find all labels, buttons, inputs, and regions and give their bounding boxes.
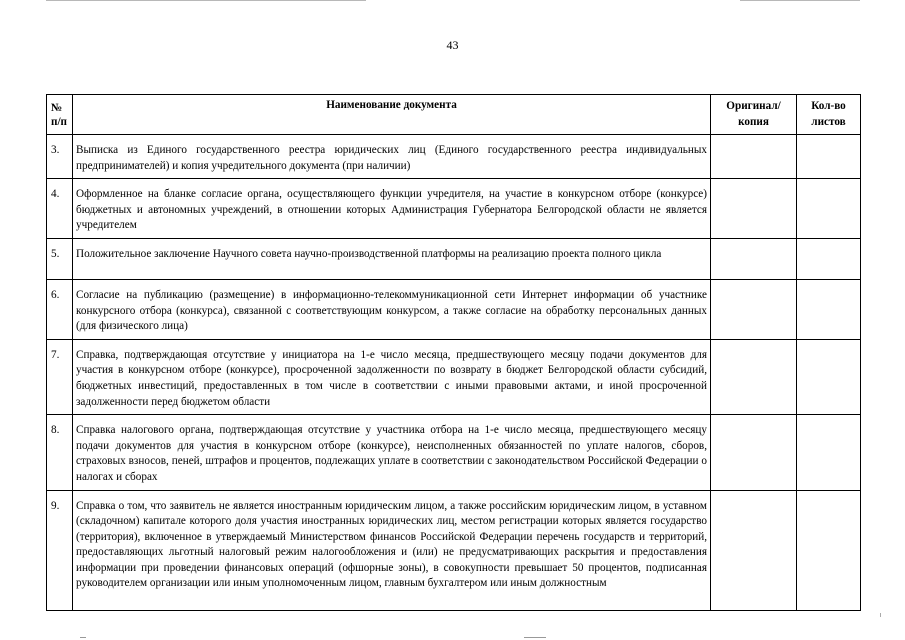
- documents-table: [46, 94, 861, 611]
- table-row: [47, 279, 861, 339]
- page-number: 43: [446, 38, 459, 52]
- table-row: [47, 135, 861, 179]
- row-num: 5.: [47, 238, 73, 279]
- header-original: [711, 95, 797, 135]
- table-row: [47, 339, 861, 414]
- row-count-cell: [797, 490, 861, 610]
- row-original-cell: [711, 135, 797, 179]
- row-original-cell: [711, 238, 797, 279]
- bottom-mark-center: [524, 637, 546, 638]
- row-count-cell: [797, 135, 861, 179]
- top-rule-right: [740, 0, 860, 1]
- row-document-name: Выписка из Единого государственного реестра юридических лиц (Единого государственного реестра индивидуальных предпринимателей) и копия учредительного документа (при наличии): [73, 135, 711, 179]
- table-row: [47, 238, 861, 279]
- row-original-cell: [711, 279, 797, 339]
- row-document-name: Справка, подтверждающая отсутствие у инициатора на 1-е число месяца, предшествующего месяцу подачи документов для участия в конкурсном отборе (конкурсе), просроченной задолженности по возврату в бюджет Белгородской области субсидий, бюджетных инвестиций, предоставленных в том числе в соответствии с иными правовыми актами, и иной просроченной задолженности перед бюджетом области: [73, 339, 711, 414]
- row-num: 4.: [47, 179, 73, 239]
- header-name: [73, 95, 711, 135]
- row-document-name: Справка о том, что заявитель не является иностранным юридическим лицом, а также российским юридическим лицом, в уставном (складочном) капитале которого доля участия иностранных юридических лиц, местом регистрации которых является государство (территория), включенное в утверждаемый Министерством финансов Российской Федерации перечень государств и территорий, предоставляющих льготный налоговый режим налогообложения и (или) не предусматривающих раскрытия и предоставления информации при проведении финансовых операций (офшорные зоны), в совокупности превышает 50 процентов, подписанная руководителем организации или иным уполномоченным лицом, главным бухгалтером или иным должностным: [73, 490, 711, 610]
- row-document-name: Положительное заключение Научного совета научно-производственной платформы на реализацию проекта полного цикла: [73, 238, 711, 279]
- header-num: [47, 95, 73, 135]
- header-original-label: Оригинал/ копия: [726, 99, 781, 128]
- row-num: 6.: [47, 279, 73, 339]
- header-num-label: № п/п: [51, 101, 68, 128]
- side-mark: [880, 613, 881, 617]
- row-num: 7.: [47, 339, 73, 414]
- row-original-cell: [711, 179, 797, 239]
- row-count-cell: [797, 238, 861, 279]
- row-count-cell: [797, 179, 861, 239]
- table-row: [47, 490, 861, 610]
- row-count-cell: [797, 279, 861, 339]
- row-count-cell: [797, 339, 861, 414]
- row-original-cell: [711, 490, 797, 610]
- row-num: 8.: [47, 415, 73, 490]
- table-row: [47, 179, 861, 239]
- row-original-cell: [711, 339, 797, 414]
- bottom-mark-left: [80, 637, 86, 638]
- row-document-name: Оформленное на бланке согласие органа, осуществляющего функции учредителя, на участие в конкурсном отборе (конкурсе) бюджетных и автономных учреждений, в отношении которых Администрация Губернатора Белгородской области не является учредителем: [73, 179, 711, 239]
- row-original-cell: [711, 415, 797, 490]
- top-rule-left: [46, 0, 366, 1]
- row-num: 9.: [47, 490, 73, 610]
- header-count: [797, 95, 861, 135]
- table-header-row: [47, 95, 861, 135]
- row-document-name: Согласие на публикацию (размещение) в информационно-телекоммуникационной сети Интернет информации об участнике конкурсного отбора (конкурса), связанной с соответствующим конкурсом, а также согласие на обработку персональных данных (для физического лица): [73, 279, 711, 339]
- row-document-name: Справка налогового органа, подтверждающая отсутствие у участника отбора на 1-е число месяца, предшествующего месяцу подачи документов для участия в конкурсном отборе (конкурсе), неисполненных обязанностей по уплате налогов, сборов, страховых взносов, пеней, штрафов и процентов, подлежащих уплате в соответствии с законодательством Российской Федерации о налогах и сборах: [73, 415, 711, 490]
- row-num: 3.: [47, 135, 73, 179]
- header-count-label: Кол-во листов: [811, 99, 846, 128]
- table-row: [47, 415, 861, 490]
- header-name-label: Наименование документа: [326, 99, 457, 111]
- row-count-cell: [797, 415, 861, 490]
